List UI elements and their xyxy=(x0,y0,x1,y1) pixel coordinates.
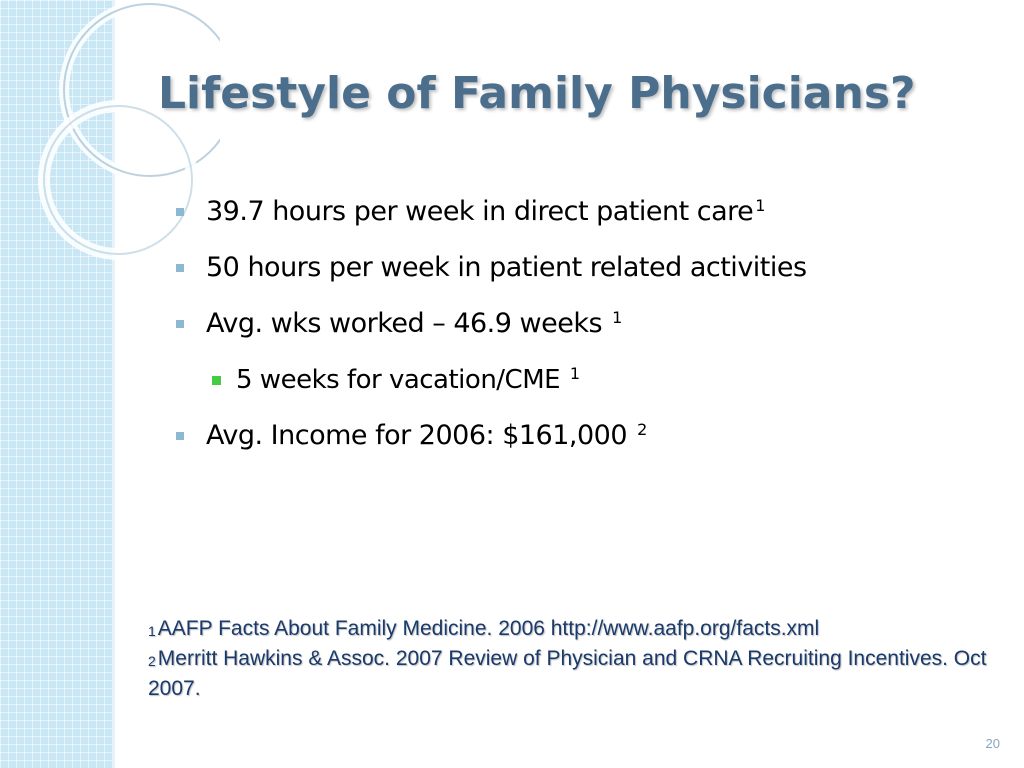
footnote-reference: 2 xyxy=(637,420,647,439)
footnote-reference: 1 xyxy=(612,308,622,327)
bullet-item xyxy=(172,190,807,246)
square-bullet-icon xyxy=(176,208,184,216)
bullet-text: 5 weeks for vacation/CME xyxy=(236,365,561,395)
footnote-text: AAFP Facts About Family Medicine. 2006 http://www.aafp.org/facts.xml xyxy=(157,617,820,640)
page-number: 20 xyxy=(985,736,1000,751)
square-bullet-icon xyxy=(176,264,184,272)
footnote-number: 2 xyxy=(148,653,156,669)
bullet-item xyxy=(172,246,807,302)
footnote-reference: 1 xyxy=(569,364,580,383)
footnote-number: 1 xyxy=(148,623,156,639)
bullet-item xyxy=(172,414,807,470)
bullet-text: 50 hours per week in patient related activities xyxy=(206,252,807,283)
footnote-1 xyxy=(148,614,1008,644)
bullet-list xyxy=(172,190,807,470)
bullet-text: 39.7 hours per week in direct patient care xyxy=(206,196,754,227)
square-bullet-icon xyxy=(176,432,184,440)
green-square-bullet-icon xyxy=(212,376,221,385)
bullet-text: Avg. Income for 2006: $161,000 xyxy=(206,420,628,451)
bullet-text: Avg. wks worked – 46.9 weeks xyxy=(206,308,603,339)
sub-bullet-item xyxy=(172,358,807,414)
slide-title: Lifestyle of Family Physicians? xyxy=(158,68,916,119)
footnote-2 xyxy=(148,644,1008,704)
footnote-reference: 1 xyxy=(755,196,765,215)
square-bullet-icon xyxy=(176,320,184,328)
footnotes xyxy=(148,614,1008,704)
footnote-text: Merritt Hawkins & Assoc. 2007 Review of Physician and CRNA Recruiting Incentives. Oct 2007. xyxy=(148,647,987,700)
bullet-item xyxy=(172,302,807,358)
